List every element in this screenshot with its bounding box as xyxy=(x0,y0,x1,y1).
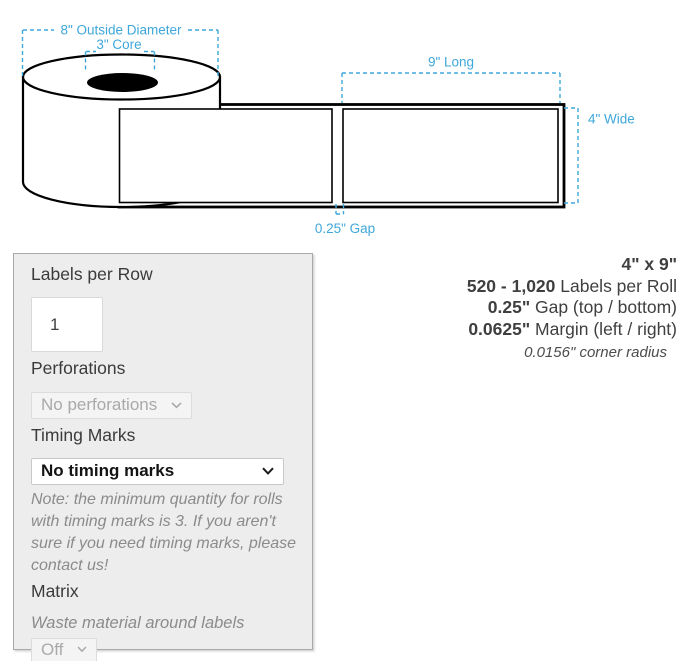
outside-diameter-label: 8" Outside Diameter xyxy=(60,22,182,38)
chevron-down-icon xyxy=(171,402,182,409)
width-label: 4" Wide xyxy=(588,111,635,127)
label-roll-diagram xyxy=(0,0,695,246)
matrix-selected-value: Off xyxy=(41,639,64,659)
timing-marks-selected-value: No timing marks xyxy=(41,461,175,480)
perforations-select[interactable] xyxy=(31,392,192,419)
matrix-select[interactable] xyxy=(31,638,97,661)
spec-margin: 0.0625" Margin (left / right) xyxy=(468,318,677,339)
timing-marks-note: Note: the minimum quantity for rolls with timing marks is 3. If you aren't sure if you need timing marks, please contact us! xyxy=(31,491,297,574)
perforations-label: Perforations xyxy=(31,358,126,378)
label-2 xyxy=(343,109,558,203)
core-label: 3" Core xyxy=(96,37,142,52)
label-1 xyxy=(120,109,333,203)
matrix-description: Waste material around labels xyxy=(31,614,245,632)
spec-size: 4" x 9" xyxy=(621,254,677,274)
spec-labels-per-roll: 520 - 1,020 Labels per Roll xyxy=(466,275,677,296)
timing-marks-select[interactable] xyxy=(31,458,284,485)
gap-label: 0.25" Gap xyxy=(314,221,376,236)
chevron-down-icon xyxy=(262,467,274,475)
specs-summary xyxy=(467,254,677,364)
matrix-label: Matrix xyxy=(31,581,79,601)
spec-gap: 0.25" Gap (top / bottom) xyxy=(487,297,677,317)
timing-marks-label: Timing Marks xyxy=(31,425,136,445)
roll-core-hole xyxy=(87,73,158,92)
perforations-selected-value: No perforations xyxy=(41,395,158,414)
labels-per-row-input[interactable] xyxy=(31,297,103,352)
spec-corner-radius: 0.0156" corner radius xyxy=(524,344,667,361)
labels-per-row-label: Labels per Row xyxy=(31,264,153,284)
chevron-down-icon xyxy=(77,646,87,653)
length-label: 9" Long xyxy=(427,54,475,70)
options-panel xyxy=(13,253,313,659)
